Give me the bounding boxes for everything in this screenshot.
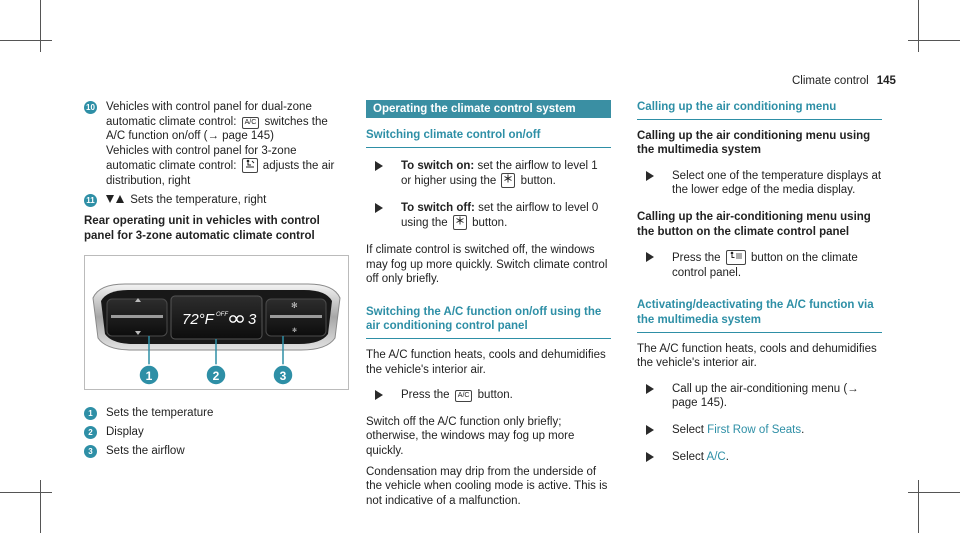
menu-item-first-row[interactable]: First Row of Seats (707, 423, 802, 436)
legend-text: Sets the temperature (106, 407, 214, 420)
subheading: Switching the A/C function on/off using the air conditioning control panel (366, 305, 611, 339)
panel-temperature: 72°F (182, 311, 214, 329)
arrow-icon: → (847, 382, 859, 395)
menu-item-ac[interactable]: A/C (706, 450, 726, 463)
step-arrow-icon (375, 390, 383, 400)
page-header (792, 74, 915, 89)
legend-item (84, 425, 349, 440)
step-arrow-icon (646, 384, 654, 394)
air-distribution-icon (242, 158, 258, 173)
paragraph: The A/C function heats, cools and dehumidifies the vehicle's interior air. (366, 348, 606, 376)
svg-text:✻: ✻ (292, 327, 298, 335)
column-left (84, 100, 349, 462)
list-item: 10 Vehicles with control panel for dual-zone automatic climate control: A/C switches the A/C function on/off (→ page 145) Vehicles with control panel for 3-zone automatic climate control: adjusts the air distribution, right (84, 100, 349, 189)
callout-3: 3 (279, 369, 287, 384)
instruction-step: Press the button on the climate control panel. (637, 250, 882, 280)
legend-number: 3 (84, 445, 97, 458)
crop-mark (908, 492, 960, 493)
bold-heading: Calling up the air-conditioning menu using the button on the climate control panel (637, 210, 871, 238)
panel-fan-level: 3 (248, 311, 257, 329)
instruction-step: To switch off: set the airflow to level 0 using the button. (366, 201, 611, 231)
legend-text: Display (106, 425, 144, 438)
crop-mark (918, 480, 919, 533)
section-title: Operating the climate control system (366, 100, 611, 118)
subheading: Switching climate control on/off (366, 128, 611, 148)
callout-2: 2 (212, 369, 220, 384)
instruction-step: Select First Row of Seats. (637, 423, 882, 438)
step-arrow-icon (375, 161, 383, 171)
legend-number: 2 (84, 426, 97, 439)
svg-text:✻: ✻ (291, 301, 298, 311)
header-title: Climate control (792, 75, 869, 87)
step-arrow-icon (646, 171, 654, 181)
crop-mark (40, 480, 41, 533)
fan-key-icon (501, 173, 515, 188)
crop-mark (918, 0, 919, 52)
panel-off: OFF (216, 312, 228, 319)
ac-key-icon: A/C (455, 390, 473, 402)
legend-text: Sets the airflow (106, 444, 185, 457)
callout-1: 1 (145, 369, 153, 384)
step-arrow-icon (646, 252, 654, 262)
legend-item (84, 444, 349, 459)
step-arrow-icon (646, 452, 654, 462)
crop-mark (40, 0, 41, 52)
control-panel-figure (84, 255, 349, 390)
crop-mark (0, 492, 52, 493)
arrow-icon: → (207, 130, 219, 143)
fan-key-icon (453, 215, 467, 230)
step-arrow-icon (375, 203, 383, 213)
column-right (637, 100, 882, 476)
column-middle (366, 100, 611, 514)
paragraph: The A/C function heats, cools and dehumidifies the vehicle's interior air. (637, 342, 877, 370)
climate-menu-key-icon (726, 250, 746, 265)
instruction-step: Select one of the temperature displays at the lower edge of the media display. (637, 169, 882, 198)
instruction-step: To switch on: set the airflow to level 1 or higher using the button. (366, 159, 611, 189)
up-down-arrows-icon (106, 194, 124, 209)
callout-number: 10 (84, 101, 97, 114)
page-number: 145 (876, 75, 896, 87)
list-item: 11 Sets the temperature, right (84, 193, 349, 209)
rear-unit-heading: Rear operating unit in vehicles with control panel for 3-zone automatic climate control (84, 215, 320, 242)
ac-key-icon: A/C (242, 117, 260, 129)
legend-number: 1 (84, 407, 97, 420)
paragraph: If climate control is switched off, the windows may fog up more quickly. Switch climate control off only briefly. (366, 243, 608, 286)
subheading: Calling up the air conditioning menu (637, 100, 882, 120)
instruction-step: Press the A/C button. (366, 388, 611, 403)
step-arrow-icon (646, 425, 654, 435)
callout-number: 11 (84, 194, 97, 207)
instruction-step: Call up the air-conditioning menu (→ page 145). (637, 382, 882, 411)
instruction-step: Select A/C. (637, 450, 882, 465)
subheading: Activating/deactivating the A/C function via the multimedia system (637, 298, 882, 332)
crop-mark (0, 40, 52, 41)
paragraph: Switch off the A/C function only briefly; otherwise, the windows may fog up more quickly. (366, 415, 575, 457)
crop-mark (908, 40, 960, 41)
paragraph: Condensation may drip from the underside of the vehicle when cooling mode is active. This is not indicative of a malfunction. (366, 465, 608, 507)
legend-item (84, 406, 349, 421)
bold-heading: Calling up the air conditioning menu using the multimedia system (637, 129, 871, 157)
